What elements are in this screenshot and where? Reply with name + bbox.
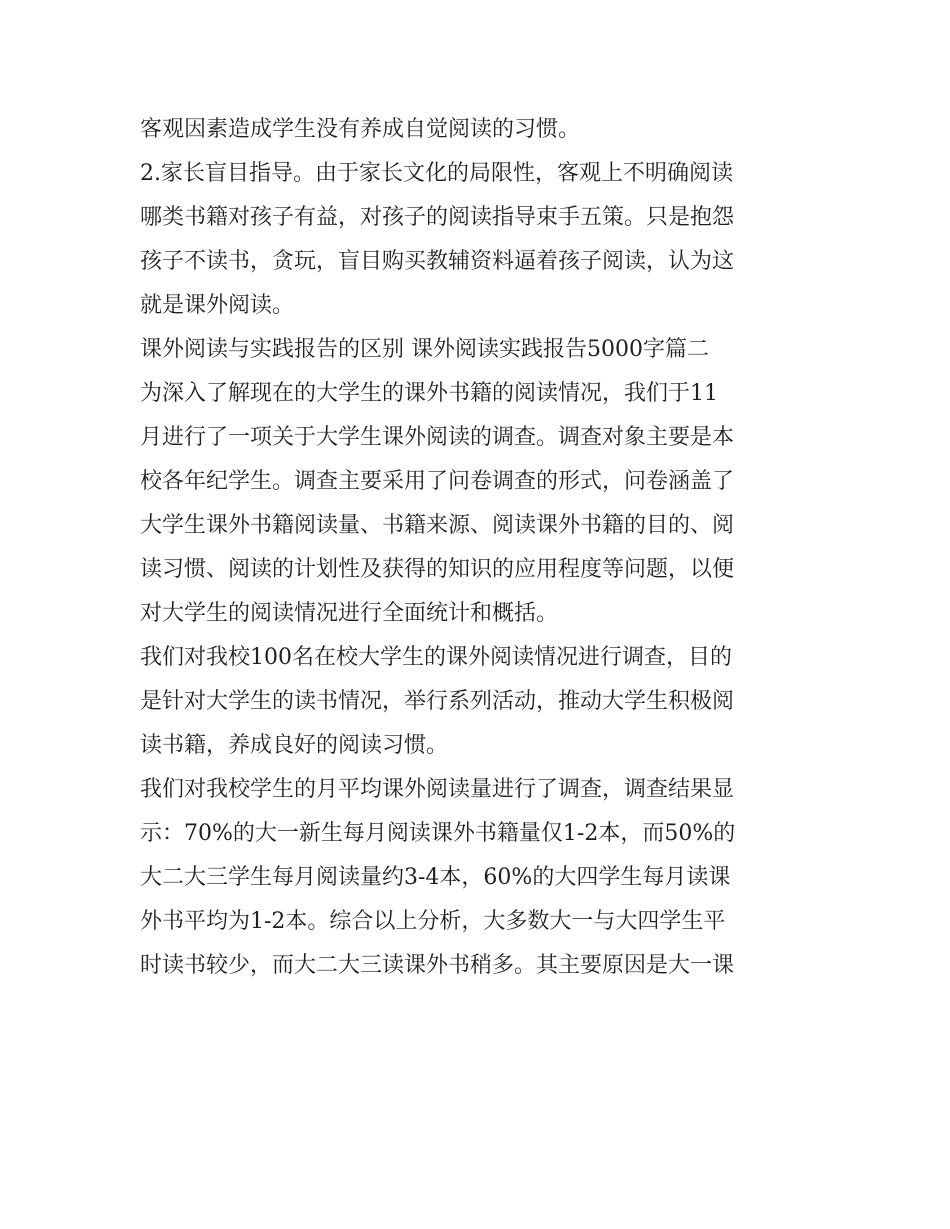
document-body [140,108,820,988]
text-line: 2.家长盲目指导。由于家长文化的局限性，客观上不明确阅读 [140,161,733,186]
text-line: 为深入了解现在的大学生的课外书籍的阅读情况，我们于11 [140,381,718,406]
text-line: 示：70%的大一新生每月阅读课外书籍量仅1-2本，而50%的 [140,821,736,846]
text-line: 大二大三学生每月阅读量约3-4本，60%的大四学生每月读课 [140,865,731,890]
text-line: 大学生课外书籍阅读量、书籍来源、阅读课外书籍的目的、阅 [140,513,735,538]
text-line: 客观因素造成学生没有养成自觉阅读的习惯。 [140,117,581,142]
text-line: 校各年纪学生。调查主要采用了问卷调查的形式，问卷涵盖了 [140,469,735,494]
text-line: 是针对大学生的读书情况，举行系列活动，推动大学生积极阅 [140,689,735,714]
text-line: 我们对我校学生的月平均课外阅读量进行了调查，调查结果显 [140,777,735,802]
text-line: 时读书较少，而大二大三读课外书稍多。其主要原因是大一课 [140,953,735,978]
text-line: 读习惯、阅读的计划性及获得的知识的应用程度等问题，以便 [140,557,735,582]
section-heading: 课外阅读与实践报告的区别 课外阅读实践报告5000字篇二 [140,337,709,362]
text-line: 月进行了一项关于大学生课外阅读的调查。调查对象主要是本 [140,425,735,450]
text-line: 哪类书籍对孩子有益，对孩子的阅读指导束手五策。只是抱怨 [140,205,735,230]
text-line: 孩子不读书，贪玩，盲目购买教辅资料逼着孩子阅读，认为这 [140,249,735,274]
text-line: 外书平均为1-2本。综合以上分析，大多数大一与大四学生平 [140,909,726,934]
text-line: 读书籍，养成良好的阅读习惯。 [140,733,449,758]
text-line: 我们对我校100名在校大学生的课外阅读情况进行调查，目的 [140,645,732,670]
text-line: 对大学生的阅读情况进行全面统计和概括。 [140,601,559,626]
text-line: 就是课外阅读。 [140,293,295,318]
